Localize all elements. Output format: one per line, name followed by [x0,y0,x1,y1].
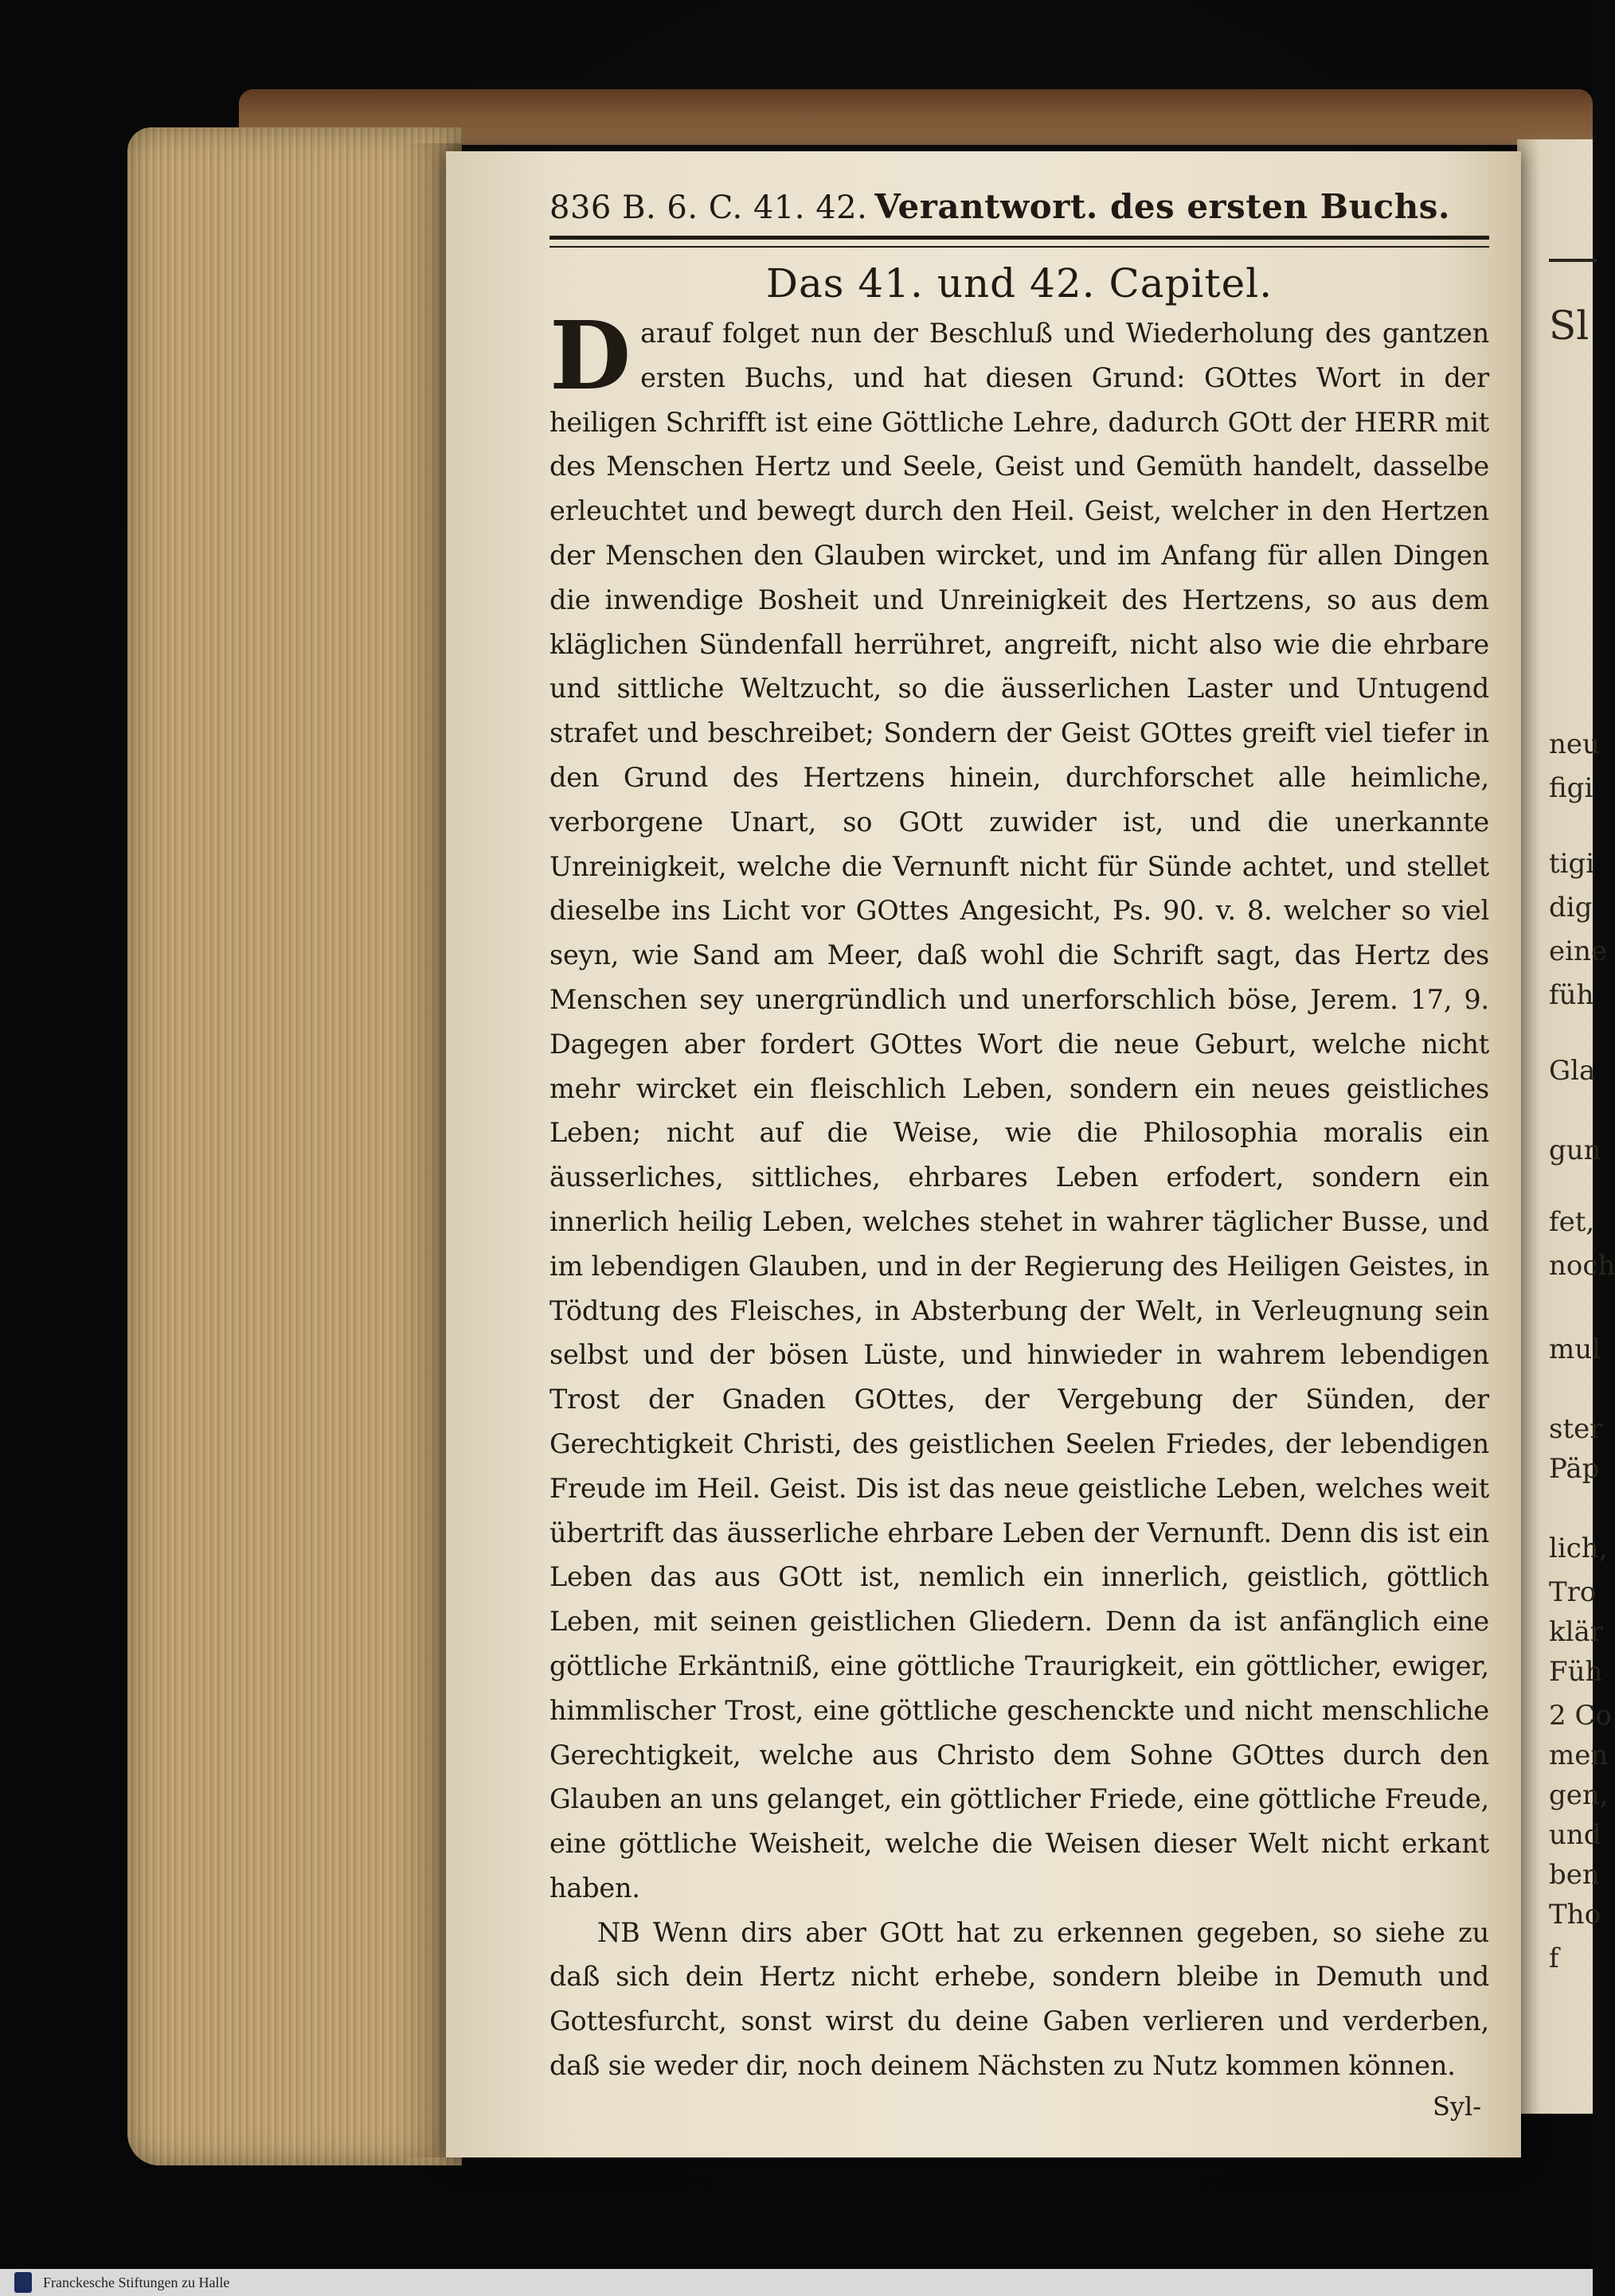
chapter-title: Das 41. und 42. Capitel. [765,260,1273,307]
facing-page-fragment: eine [1549,935,1608,967]
institution-logo-icon [14,2272,32,2293]
facing-page-fragment: figi [1549,772,1593,804]
facing-page-fragment: gun [1549,1134,1601,1166]
facing-page-fragment: Tro [1549,1576,1597,1608]
catchword: Syl- [1432,2091,1481,2122]
facing-page-fragment: Päp [1549,1453,1600,1485]
main-paragraph-text: arauf folget nun der Beschluß und Wiederholung des gantzen ersten Buchs, und hat diesen Grund: GOttes Wort in der heiligen Schrifft ist eine Göttliche Lehre, dadurch GOtt der HERR mit des Menschen Hertz und Seele, Geist und Gemüth handelt, dasselbe erleuchtet und bewegt durch den Heil. Geist, welcher in den Hertzen der Menschen den Glauben wircket, und im Anfang für allen Dingen die inwendige Bosheit und Unreinigkeit des Hertzens, so aus dem kläglichen Sündenfall herrühret, angreift, nicht also wie die ehrbare und sittliche Weltzucht, so die äusserlichen Laster und Untugend strafet und beschreibet; Sondern der Geist GOttes greift viel tiefer in den Grund des Hertzens hinein, durchforschet alle heimliche, verborgene Unart, so GOtt zuwider ist, und die unerkannte Unreinigkeit, welche die Vernunft nicht für Sünde achtet, und stellet dieselbe ins Licht vor GOttes Angesicht, Ps. 90. v. 8. welcher so viel seyn, wie Sand am Meer, daß wohl die Schrift sagt, das Hertz des Menschen sey unergründlich und unerforschlich böse, Jerem. 17, 9. Dagegen aber fordert GOttes Wort die neue Geburt, welche nicht mehr wircket ein fleischlich Leben, sondern ein neues geistliches Leben; nicht auf die Weise, wie die Philosophia moralis ein äusserliches, sittliches, ehrbares Leben erfodert, sondern ein innerlich heilig Leben, welches stehet in wahrer täglicher Busse, und im lebendigen Glauben, und in der Regierung des Heiligen Geistes, in Tödtung des Fleisches, in Absterbung der Welt, in Verleugnung sein selbst und der bösen Lüste, und hinwieder in wahrem lebendigen Trost der Gnaden GOttes, der Vergebung der Sünden, der Gerechtigkeit Christi, des geistlichen Seelen Friedes, der lebendigen Freude im Heil. Geist. Dis ist das neue geistliche Leben, welches weit übertrift das äusserliche ehrbare Leben der Vernunft. Denn dis ist ein Leben das aus GOtt ist, nemlich ein innerlich, geistlich, göttlich Leben, mit seinen geistlichen Gliedern. Denn da ist anfänglich eine göttliche Erkäntniß, eine göttliche Traurigkeit, ein göttlicher, ewiger, himmlischer Trost, eine göttliche geschenckte und nicht menschliche Gerechtigkeit, welche aus Christo dem Sohne GOttes durch den Glauben an uns gelanget, ein göttlicher Friede, eine göttliche Freude, eine göttliche Weisheit, welche die Weisen dieser Welt nicht erkant haben. [549,318,1489,1904]
facing-page-fragment: Tho [1549,1899,1601,1931]
facing-page-sliver [1517,139,1615,2114]
facing-page-fragment: tigi [1549,848,1595,880]
facing-page-fragment: Füh [1549,1656,1603,1688]
nb-paragraph: NB Wenn dirs aber GOtt hat zu erkennen gegeben, so siehe zu daß sich dein Hertz nicht erhebe, sondern bleibe in Demuth und Gottesfurcht, sonst wirst du deine Gaben verlieren und verderben, daß sie weder dir, noch deinem Nächsten zu Nutz kommen können. [549,1916,1489,2082]
facing-page-fragment: ben [1549,1859,1600,1891]
facing-page-fragment: gen, [1549,1779,1609,1811]
facing-page-fragment: und [1549,1819,1601,1851]
drop-cap: D [549,300,632,411]
page-number-reference: 836 B. 6. C. 41. 42. [549,189,868,226]
page-content [549,187,1489,2122]
facing-page-rule [1549,259,1597,262]
main-paragraph [549,300,1489,1911]
facing-page-fragment: mul [1549,1333,1601,1365]
footer-bar [0,2269,1593,2296]
facing-page-fragment: Sl [1549,303,1590,349]
facing-page-fragment: ster [1549,1413,1603,1445]
facing-page-fragment: füh [1549,979,1594,1011]
facing-page-fragment: Gla [1549,1055,1596,1087]
facing-page-fragment: noch [1549,1250,1615,1282]
body-text [549,300,1489,2088]
running-title: Verantwort. des ersten Buchs. [874,187,1451,226]
footer-credit: Franckesche Stiftungen zu Halle [43,2274,230,2290]
header-rule [549,236,1489,248]
facing-page-fragment: men [1549,1740,1609,1771]
facing-page-fragment: lich, [1549,1533,1608,1564]
facing-page-fragment: f [1549,1943,1559,1974]
facing-page-fragment: klär [1549,1616,1603,1648]
facing-page-fragment: neu [1549,728,1600,760]
facing-page-fragment: fet, [1549,1206,1595,1238]
facing-page-fragment: 2 Co [1549,1700,1612,1732]
facing-page-fragment: dig [1549,892,1593,923]
running-head [549,187,1489,226]
